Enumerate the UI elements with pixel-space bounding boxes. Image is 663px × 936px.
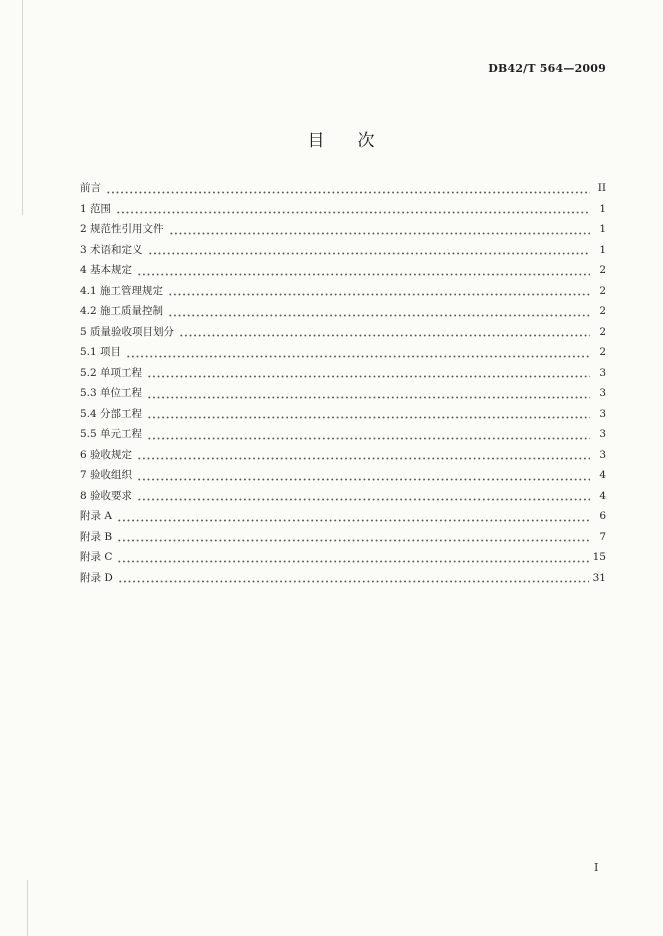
toc-entry-label: 前言 xyxy=(80,182,101,194)
toc-entry-page: 2 xyxy=(599,264,606,276)
toc-entry xyxy=(80,445,606,466)
toc-entry-label: 5.5 单元工程 xyxy=(80,428,143,440)
toc-leader xyxy=(168,314,590,317)
toc-entry-label: 2 规范性引用文件 xyxy=(80,223,164,235)
toc-entry-page: 15 xyxy=(592,551,606,563)
toc-entry xyxy=(80,342,606,363)
toc-entry xyxy=(80,404,606,425)
toc-entry xyxy=(80,260,606,281)
toc-entry xyxy=(80,281,606,302)
toc-entry xyxy=(80,363,606,384)
toc-entry-page: 2 xyxy=(599,305,606,317)
toc-entry xyxy=(80,465,606,486)
toc-entry xyxy=(80,568,606,589)
toc-leader xyxy=(137,273,590,276)
toc-entry xyxy=(80,178,606,199)
toc-leader xyxy=(117,539,590,542)
toc-leader xyxy=(117,519,590,522)
toc-leader xyxy=(147,416,590,419)
toc-leader xyxy=(147,437,590,440)
document-code: DB42/T 564—2009 xyxy=(488,62,606,75)
toc-leader xyxy=(116,211,590,214)
toc-entry xyxy=(80,322,606,343)
toc-entry-label: 4.2 施工质量控制 xyxy=(80,305,164,317)
toc-entry-page: II xyxy=(597,182,606,194)
toc-entry-label: 8 验收要求 xyxy=(80,489,133,502)
toc-entry-page: 2 xyxy=(599,284,606,297)
toc-entry-page: 4 xyxy=(599,489,606,502)
toc-leader xyxy=(106,191,590,194)
toc-leader xyxy=(148,252,590,255)
toc-entry-page: 7 xyxy=(599,530,606,543)
toc-leader xyxy=(117,560,588,563)
toc-entry-label: 4.1 施工管理规定 xyxy=(80,284,164,297)
toc-entry xyxy=(80,547,606,568)
toc-entry xyxy=(80,383,606,404)
toc-entry-page: 3 xyxy=(599,387,606,399)
toc-leader xyxy=(137,498,590,501)
toc-entry-page: 4 xyxy=(599,469,606,481)
toc-entry-page: 2 xyxy=(599,346,606,358)
toc-leader xyxy=(147,375,590,378)
toc-entry-page: 1 xyxy=(599,243,606,256)
toc-entry-label: 5.2 单项工程 xyxy=(80,366,143,379)
toc-entry xyxy=(80,199,606,220)
toc-entry-label: 5.3 单位工程 xyxy=(80,387,143,399)
toc-entry-label: 1 范围 xyxy=(80,202,112,215)
toc-leader xyxy=(137,478,590,481)
toc-entry-label: 7 验收组织 xyxy=(80,469,133,481)
toc-entry-page: 6 xyxy=(599,510,606,522)
toc-entry-page: 2 xyxy=(599,325,606,338)
toc-entry-label: 附录 B xyxy=(80,530,113,543)
toc-entry-label: 附录 A xyxy=(80,510,112,522)
toc-entry-label: 5 质量验收项目划分 xyxy=(80,325,175,338)
toc-entry xyxy=(80,301,606,322)
toc-entry-label: 5.1 项目 xyxy=(80,346,122,358)
toc-leader xyxy=(179,334,590,337)
toc-leader xyxy=(137,457,590,460)
toc-entry xyxy=(80,486,606,507)
toc-leader xyxy=(169,232,590,235)
toc-leader xyxy=(147,396,590,399)
toc-entry xyxy=(80,219,606,240)
toc-entry xyxy=(80,424,606,445)
toc-entry-label: 3 术语和定义 xyxy=(80,243,143,256)
toc-entry-label: 4 基本规定 xyxy=(80,264,133,276)
toc-entry xyxy=(80,240,606,261)
toc-leader xyxy=(168,293,590,296)
toc-entry-page: 3 xyxy=(599,366,606,379)
toc-entry-page: 1 xyxy=(599,223,606,235)
toc-entry-label: 6 验收规定 xyxy=(80,448,133,461)
page-number: I xyxy=(594,861,599,874)
toc-leader xyxy=(126,355,590,358)
toc-entry xyxy=(80,506,606,527)
toc-entry-label: 附录 D xyxy=(80,571,113,584)
scan-edge-mark xyxy=(22,0,23,215)
toc-entry-page: 1 xyxy=(599,202,606,215)
toc-entry-label: 5.4 分部工程 xyxy=(80,407,143,420)
toc-entry-page: 3 xyxy=(599,407,606,420)
toc-entry-page: 3 xyxy=(599,428,606,440)
scan-edge-mark xyxy=(27,880,28,936)
table-of-contents xyxy=(80,178,606,588)
toc-leader xyxy=(118,580,589,583)
toc-entry-page: 3 xyxy=(599,448,606,461)
toc-entry xyxy=(80,527,606,548)
toc-entry-label: 附录 C xyxy=(80,551,113,563)
toc-entry-page: 31 xyxy=(592,571,606,584)
page-title: 目 次 xyxy=(307,131,383,151)
